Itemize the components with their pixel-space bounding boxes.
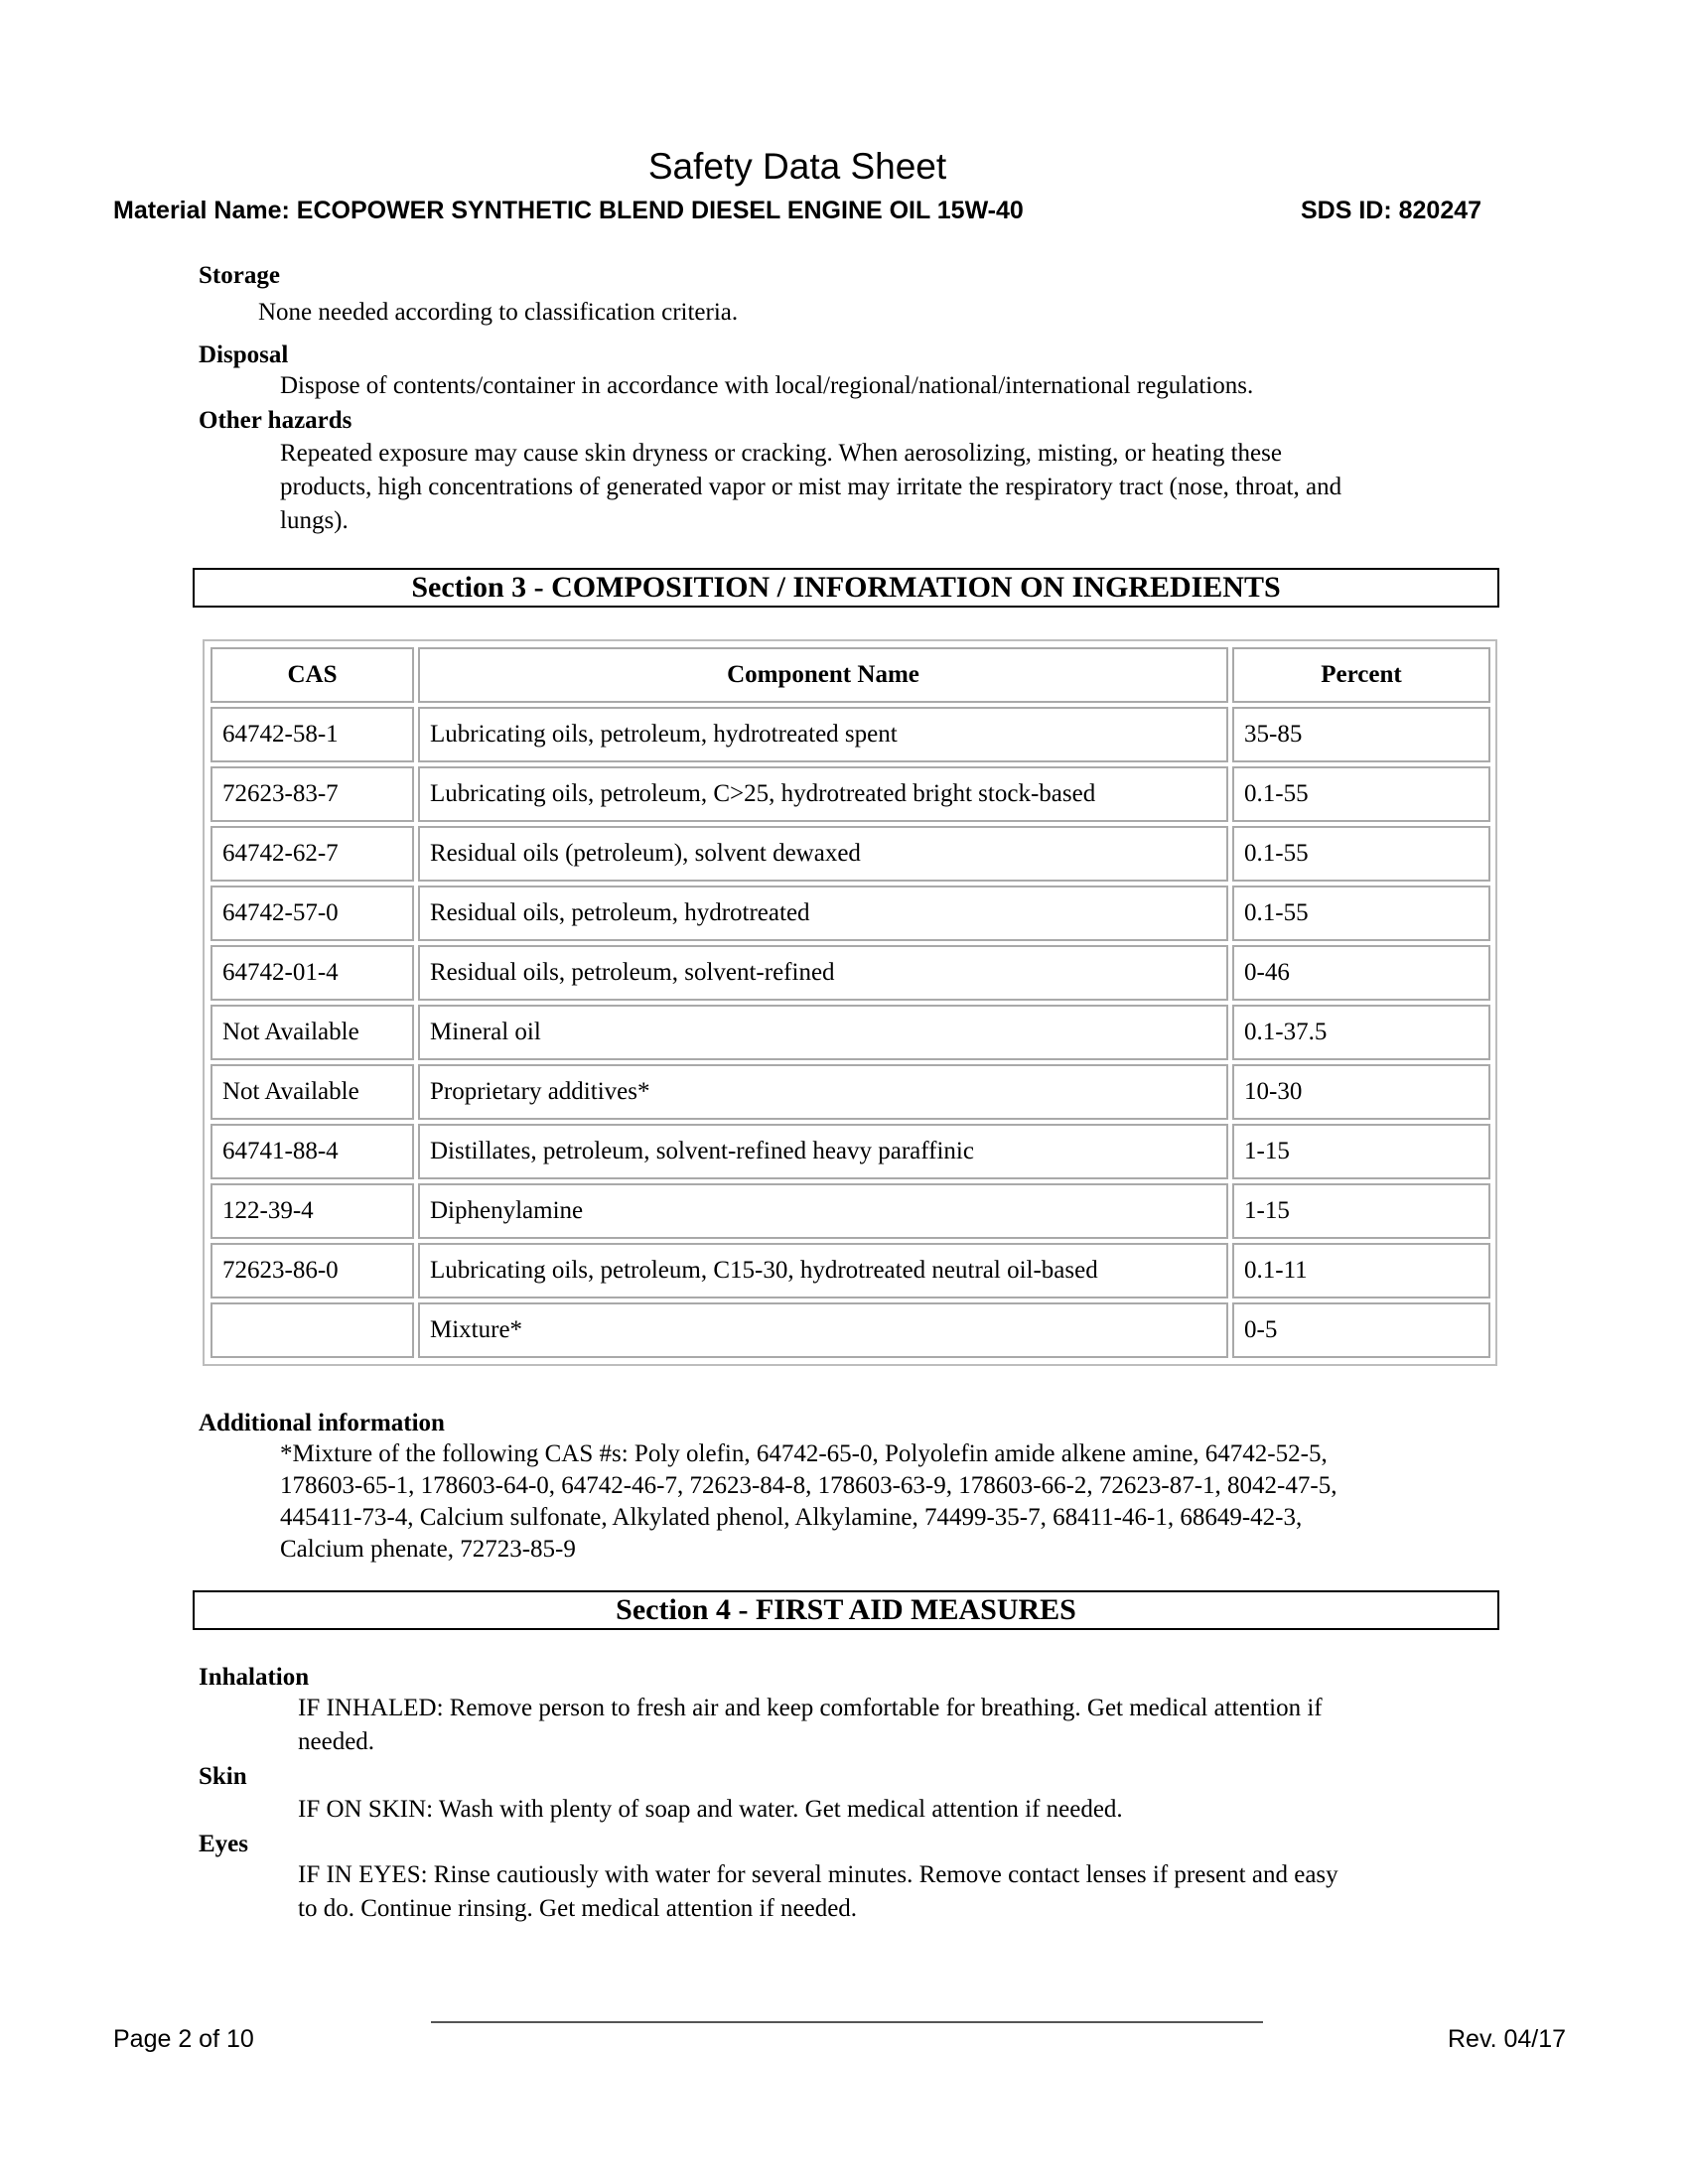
other-hazards-line: products, high concentrations of generated vapor or mist may irritate the respiratory tract (nose, throat, and	[280, 474, 1342, 500]
table-row	[211, 945, 1490, 1001]
section-3-banner: Section 3 - COMPOSITION / INFORMATION ON INGREDIENTS	[193, 568, 1499, 608]
cas-cell: Not Available	[211, 1005, 414, 1060]
cas-cell: 72623-83-7	[211, 766, 414, 822]
inhalation-line: IF INHALED: Remove person to fresh air and keep comfortable for breathing. Get medical attention if	[298, 1695, 1323, 1721]
component-cell: Residual oils (petroleum), solvent dewaxed	[418, 826, 1228, 882]
disposal-heading: Disposal	[199, 341, 289, 368]
table-row	[211, 886, 1490, 941]
storage-text: None needed according to classification criteria.	[258, 299, 739, 326]
table-row	[211, 766, 1490, 822]
additional-info-line: *Mixture of the following CAS #s: Poly olefin, 64742-65-0, Polyolefin amide alkene amine, 64742-52-5,	[280, 1440, 1328, 1467]
eyes-line: IF IN EYES: Rinse cautiously with water for several minutes. Remove contact lenses if present and easy	[298, 1861, 1338, 1888]
table-row	[211, 1064, 1490, 1120]
cas-cell: 64742-62-7	[211, 826, 414, 882]
eyes-line: to do. Continue rinsing. Get medical attention if needed.	[298, 1895, 858, 1922]
storage-heading: Storage	[199, 262, 280, 289]
table-row	[211, 707, 1490, 762]
percent-cell: 0.1-37.5	[1232, 1005, 1490, 1060]
cas-cell	[211, 1302, 414, 1358]
footer-rule	[431, 2021, 1263, 2023]
percent-cell: 0-5	[1232, 1302, 1490, 1358]
column-header-percent: Percent	[1232, 647, 1490, 703]
sds-id: SDS ID: 820247	[1301, 197, 1482, 224]
table-row	[211, 1124, 1490, 1179]
cas-cell: 64741-88-4	[211, 1124, 414, 1179]
component-cell: Lubricating oils, petroleum, C15-30, hydrotreated neutral oil-based	[418, 1243, 1228, 1298]
additional-info-heading: Additional information	[199, 1410, 445, 1436]
inhalation-heading: Inhalation	[199, 1664, 310, 1691]
cas-cell: 64742-01-4	[211, 945, 414, 1001]
additional-info-line: Calcium phenate, 72723-85-9	[280, 1536, 576, 1563]
inhalation-line: needed.	[298, 1728, 375, 1755]
column-header-component: Component Name	[418, 647, 1228, 703]
skin-text: IF ON SKIN: Wash with plenty of soap and water. Get medical attention if needed.	[298, 1796, 1123, 1823]
cas-cell: 72623-86-0	[211, 1243, 414, 1298]
percent-cell: 1-15	[1232, 1183, 1490, 1239]
additional-info-line: 445411-73-4, Calcium sulfonate, Alkylated phenol, Alkylamine, 74499-35-7, 68411-46-1, 68649-42-3,	[280, 1504, 1303, 1531]
eyes-heading: Eyes	[199, 1831, 248, 1857]
component-cell: Lubricating oils, petroleum, C>25, hydrotreated bright stock-based	[418, 766, 1228, 822]
page-number: Page 2 of 10	[113, 2025, 254, 2053]
additional-info-line: 178603-65-1, 178603-64-0, 64742-46-7, 72623-84-8, 178603-63-9, 178603-66-2, 72623-87-1, 8042-47-5,	[280, 1472, 1337, 1499]
percent-cell: 35-85	[1232, 707, 1490, 762]
cas-cell: 64742-57-0	[211, 886, 414, 941]
percent-cell: 0.1-55	[1232, 826, 1490, 882]
component-cell: Residual oils, petroleum, hydrotreated	[418, 886, 1228, 941]
percent-cell: 0.1-55	[1232, 766, 1490, 822]
other-hazards-line: Repeated exposure may cause skin dryness or cracking. When aerosolizing, misting, or heating these	[280, 440, 1282, 467]
component-cell: Diphenylamine	[418, 1183, 1228, 1239]
percent-cell: 1-15	[1232, 1124, 1490, 1179]
percent-cell: 0.1-11	[1232, 1243, 1490, 1298]
percent-cell: 10-30	[1232, 1064, 1490, 1120]
cas-cell: 122-39-4	[211, 1183, 414, 1239]
material-name: Material Name: ECOPOWER SYNTHETIC BLEND DIESEL ENGINE OIL 15W-40	[113, 197, 1024, 224]
skin-heading: Skin	[199, 1763, 247, 1790]
table-row	[211, 1243, 1490, 1298]
component-cell: Proprietary additives*	[418, 1064, 1228, 1120]
other-hazards-heading: Other hazards	[199, 407, 352, 434]
revision-label: Rev. 04/17	[1448, 2025, 1567, 2053]
component-cell: Mineral oil	[418, 1005, 1228, 1060]
percent-cell: 0.1-55	[1232, 886, 1490, 941]
other-hazards-line: lungs).	[280, 507, 349, 534]
column-header-cas: CAS	[211, 647, 414, 703]
document-title: Safety Data Sheet	[647, 146, 947, 187]
disposal-text: Dispose of contents/container in accordance with local/regional/national/international regulations.	[280, 372, 1254, 399]
component-cell: Lubricating oils, petroleum, hydrotreated spent	[418, 707, 1228, 762]
component-cell: Residual oils, petroleum, solvent-refined	[418, 945, 1228, 1001]
component-cell: Distillates, petroleum, solvent-refined heavy paraffinic	[418, 1124, 1228, 1179]
table-row	[211, 1302, 1490, 1358]
table-row	[211, 826, 1490, 882]
table-row	[211, 1183, 1490, 1239]
ingredients-table	[203, 639, 1497, 1366]
table-row	[211, 1005, 1490, 1060]
section-4-banner: Section 4 - FIRST AID MEASURES	[193, 1590, 1499, 1630]
percent-cell: 0-46	[1232, 945, 1490, 1001]
cas-cell: Not Available	[211, 1064, 414, 1120]
cas-cell: 64742-58-1	[211, 707, 414, 762]
component-cell: Mixture*	[418, 1302, 1228, 1358]
table-header-row	[211, 647, 1490, 703]
